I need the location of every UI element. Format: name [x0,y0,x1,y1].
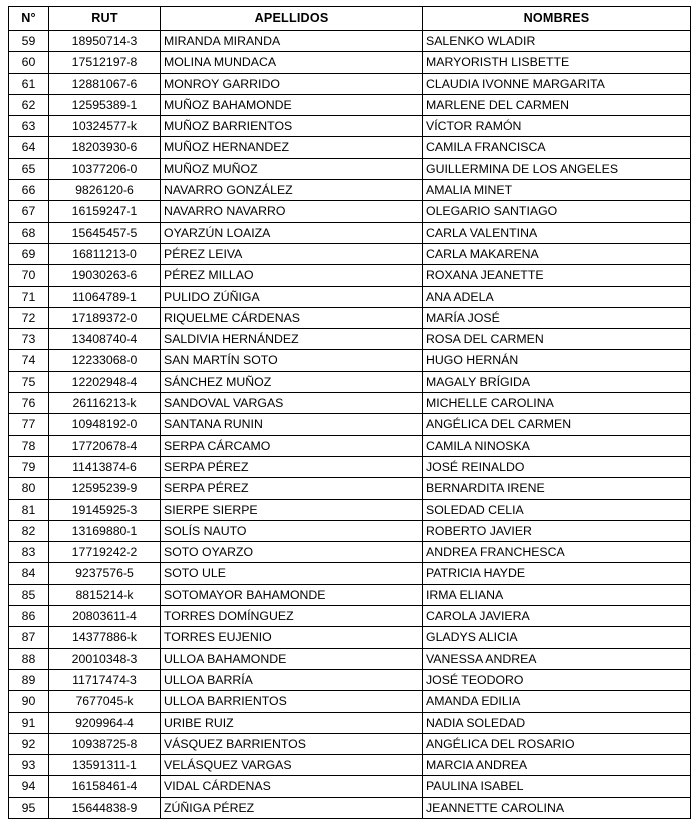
cell-nombres: SALENKO WLADIR [423,31,691,52]
cell-nombres: VANESSA ANDREA [423,648,691,669]
column-header-apellidos: APELLIDOS [161,7,423,31]
cell-numero: 79 [9,456,49,477]
cell-rut: 18203930-6 [49,137,161,158]
cell-apellidos: ULLOA BAHAMONDE [161,648,423,669]
cell-nombres: CARLA VALENTINA [423,222,691,243]
cell-rut: 17189372-0 [49,307,161,328]
table-body [9,31,691,819]
cell-numero: 66 [9,180,49,201]
cell-nombres: CAROLA JAVIERA [423,606,691,627]
cell-apellidos: SÁNCHEZ MUÑOZ [161,371,423,392]
cell-apellidos: NAVARRO GONZÁLEZ [161,180,423,201]
cell-nombres: CLAUDIA IVONNE MARGARITA [423,73,691,94]
cell-apellidos: TORRES DOMÍNGUEZ [161,606,423,627]
cell-numero: 61 [9,73,49,94]
cell-nombres: BERNARDITA IRENE [423,478,691,499]
table-header [9,7,691,31]
cell-numero: 87 [9,627,49,648]
cell-apellidos: SERPA PÉREZ [161,478,423,499]
table-row [9,414,691,435]
cell-rut: 20803611-4 [49,606,161,627]
table-row [9,669,691,690]
cell-numero: 85 [9,584,49,605]
cell-rut: 7677045-k [49,691,161,712]
cell-rut: 15644838-9 [49,797,161,818]
cell-numero: 82 [9,520,49,541]
cell-apellidos: SOTO ULE [161,563,423,584]
table-row [9,52,691,73]
table-row [9,116,691,137]
cell-numero: 75 [9,371,49,392]
cell-apellidos: PÉREZ LEIVA [161,243,423,264]
cell-rut: 9237576-5 [49,563,161,584]
cell-nombres: JOSÉ TEODORO [423,669,691,690]
cell-apellidos: ZÚÑIGA PÉREZ [161,797,423,818]
cell-numero: 90 [9,691,49,712]
roster-table [8,6,691,819]
table-row [9,180,691,201]
cell-nombres: MARLENE DEL CARMEN [423,94,691,115]
cell-apellidos: SANTANA RUNIN [161,414,423,435]
cell-numero: 68 [9,222,49,243]
cell-numero: 72 [9,307,49,328]
cell-apellidos: SOTO OYARZO [161,542,423,563]
cell-apellidos: PÉREZ MILLAO [161,265,423,286]
cell-nombres: CAMILA FRANCISCA [423,137,691,158]
cell-nombres: ANGÉLICA DEL ROSARIO [423,733,691,754]
table-row [9,435,691,456]
cell-numero: 63 [9,116,49,137]
table-row [9,733,691,754]
cell-numero: 60 [9,52,49,73]
table-row [9,371,691,392]
table-row [9,776,691,797]
cell-nombres: GUILLERMINA DE LOS ANGELES [423,158,691,179]
cell-nombres: PAULINA ISABEL [423,776,691,797]
cell-numero: 67 [9,201,49,222]
table-row [9,286,691,307]
table-row [9,329,691,350]
cell-rut: 8815214-k [49,584,161,605]
cell-numero: 59 [9,31,49,52]
cell-numero: 77 [9,414,49,435]
cell-numero: 69 [9,243,49,264]
cell-apellidos: SERPA PÉREZ [161,456,423,477]
cell-numero: 76 [9,393,49,414]
cell-apellidos: ULLOA BARRIENTOS [161,691,423,712]
table-row [9,606,691,627]
cell-rut: 11064789-1 [49,286,161,307]
cell-numero: 83 [9,542,49,563]
cell-numero: 71 [9,286,49,307]
cell-numero: 73 [9,329,49,350]
cell-apellidos: TORRES EUJENIO [161,627,423,648]
cell-rut: 16159247-1 [49,201,161,222]
cell-nombres: JOSÉ REINALDO [423,456,691,477]
cell-apellidos: MOLINA MUNDACA [161,52,423,73]
table-row [9,265,691,286]
table-row [9,627,691,648]
cell-numero: 62 [9,94,49,115]
cell-nombres: OLEGARIO SANTIAGO [423,201,691,222]
table-row [9,307,691,328]
table-row [9,797,691,818]
cell-numero: 95 [9,797,49,818]
cell-rut: 11717474-3 [49,669,161,690]
table-row [9,542,691,563]
cell-nombres: MAGALY BRÍGIDA [423,371,691,392]
cell-rut: 16158461-4 [49,776,161,797]
table-row [9,201,691,222]
cell-nombres: GLADYS ALICIA [423,627,691,648]
cell-numero: 92 [9,733,49,754]
cell-apellidos: MONROY GARRIDO [161,73,423,94]
cell-numero: 89 [9,669,49,690]
cell-apellidos: URIBE RUIZ [161,712,423,733]
table-row [9,137,691,158]
cell-rut: 12595389-1 [49,94,161,115]
cell-rut: 10324577-k [49,116,161,137]
cell-rut: 12881067-6 [49,73,161,94]
cell-numero: 93 [9,755,49,776]
table-row [9,520,691,541]
cell-rut: 13408740-4 [49,329,161,350]
cell-rut: 14377886-k [49,627,161,648]
table-row [9,584,691,605]
cell-apellidos: SALDIVIA HERNÁNDEZ [161,329,423,350]
cell-nombres: CAMILA NINOSKA [423,435,691,456]
cell-numero: 86 [9,606,49,627]
cell-rut: 19030263-6 [49,265,161,286]
cell-numero: 64 [9,137,49,158]
cell-numero: 70 [9,265,49,286]
cell-numero: 91 [9,712,49,733]
table-row [9,648,691,669]
cell-nombres: MARYORISTH LISBETTE [423,52,691,73]
cell-numero: 80 [9,478,49,499]
cell-apellidos: MUÑOZ BAHAMONDE [161,94,423,115]
cell-nombres: CARLA MAKARENA [423,243,691,264]
cell-nombres: PATRICIA HAYDE [423,563,691,584]
cell-nombres: NADIA SOLEDAD [423,712,691,733]
table-row [9,350,691,371]
cell-apellidos: OYARZÚN LOAIZA [161,222,423,243]
cell-apellidos: VIDAL CÁRDENAS [161,776,423,797]
table-row [9,243,691,264]
cell-apellidos: SANDOVAL VARGAS [161,393,423,414]
column-header-rut: RUT [49,7,161,31]
cell-apellidos: NAVARRO NAVARRO [161,201,423,222]
cell-numero: 74 [9,350,49,371]
cell-nombres: HUGO HERNÁN [423,350,691,371]
table-row [9,393,691,414]
table-row [9,563,691,584]
cell-apellidos: SAN MARTÍN SOTO [161,350,423,371]
cell-rut: 15645457-5 [49,222,161,243]
cell-apellidos: VELÁSQUEZ VARGAS [161,755,423,776]
cell-nombres: VÍCTOR RAMÓN [423,116,691,137]
table-row [9,158,691,179]
cell-rut: 19145925-3 [49,499,161,520]
cell-nombres: ROXANA JEANETTE [423,265,691,286]
cell-nombres: SOLEDAD CELIA [423,499,691,520]
table-row [9,712,691,733]
cell-rut: 9826120-6 [49,180,161,201]
cell-apellidos: MUÑOZ BARRIENTOS [161,116,423,137]
table-row [9,94,691,115]
cell-nombres: ROBERTO JAVIER [423,520,691,541]
table-row [9,499,691,520]
cell-numero: 78 [9,435,49,456]
table-row [9,691,691,712]
cell-apellidos: ULLOA BARRÍA [161,669,423,690]
cell-apellidos: MUÑOZ MUÑOZ [161,158,423,179]
cell-rut: 17719242-2 [49,542,161,563]
cell-rut: 11413874-6 [49,456,161,477]
cell-rut: 10377206-0 [49,158,161,179]
cell-nombres: AMANDA EDILIA [423,691,691,712]
cell-nombres: MARCIA ANDREA [423,755,691,776]
cell-nombres: MICHELLE CAROLINA [423,393,691,414]
cell-rut: 10938725-8 [49,733,161,754]
cell-nombres: AMALIA MINET [423,180,691,201]
cell-rut: 9209964-4 [49,712,161,733]
table-row [9,456,691,477]
cell-apellidos: SIERPE SIERPE [161,499,423,520]
cell-numero: 65 [9,158,49,179]
cell-nombres: JEANNETTE CAROLINA [423,797,691,818]
cell-nombres: ANA ADELA [423,286,691,307]
cell-numero: 81 [9,499,49,520]
cell-rut: 26116213-k [49,393,161,414]
cell-nombres: ANGÉLICA DEL CARMEN [423,414,691,435]
cell-nombres: ROSA DEL CARMEN [423,329,691,350]
table-row [9,755,691,776]
cell-nombres: MARÍA JOSÉ [423,307,691,328]
cell-apellidos: RIQUELME CÁRDENAS [161,307,423,328]
cell-apellidos: PULIDO ZÚÑIGA [161,286,423,307]
cell-rut: 12233068-0 [49,350,161,371]
cell-apellidos: MIRANDA MIRANDA [161,31,423,52]
cell-apellidos: SOTOMAYOR BAHAMONDE [161,584,423,605]
cell-nombres: IRMA ELIANA [423,584,691,605]
cell-apellidos: MUÑOZ HERNANDEZ [161,137,423,158]
cell-rut: 16811213-0 [49,243,161,264]
cell-rut: 12202948-4 [49,371,161,392]
cell-rut: 13591311-1 [49,755,161,776]
cell-numero: 88 [9,648,49,669]
cell-numero: 84 [9,563,49,584]
table-row [9,222,691,243]
table-row [9,31,691,52]
column-header-numero: N° [9,7,49,31]
column-header-nombres: NOMBRES [423,7,691,31]
table-header-row [9,7,691,31]
cell-rut: 20010348-3 [49,648,161,669]
cell-rut: 18950714-3 [49,31,161,52]
table-row [9,73,691,94]
cell-rut: 17720678-4 [49,435,161,456]
cell-rut: 12595239-9 [49,478,161,499]
cell-apellidos: VÁSQUEZ BARRIENTOS [161,733,423,754]
cell-rut: 13169880-1 [49,520,161,541]
cell-apellidos: SOLÍS NAUTO [161,520,423,541]
cell-rut: 17512197-8 [49,52,161,73]
cell-rut: 10948192-0 [49,414,161,435]
table-row [9,478,691,499]
cell-nombres: ANDREA FRANCHESCA [423,542,691,563]
cell-apellidos: SERPA CÁRCAMO [161,435,423,456]
cell-numero: 94 [9,776,49,797]
